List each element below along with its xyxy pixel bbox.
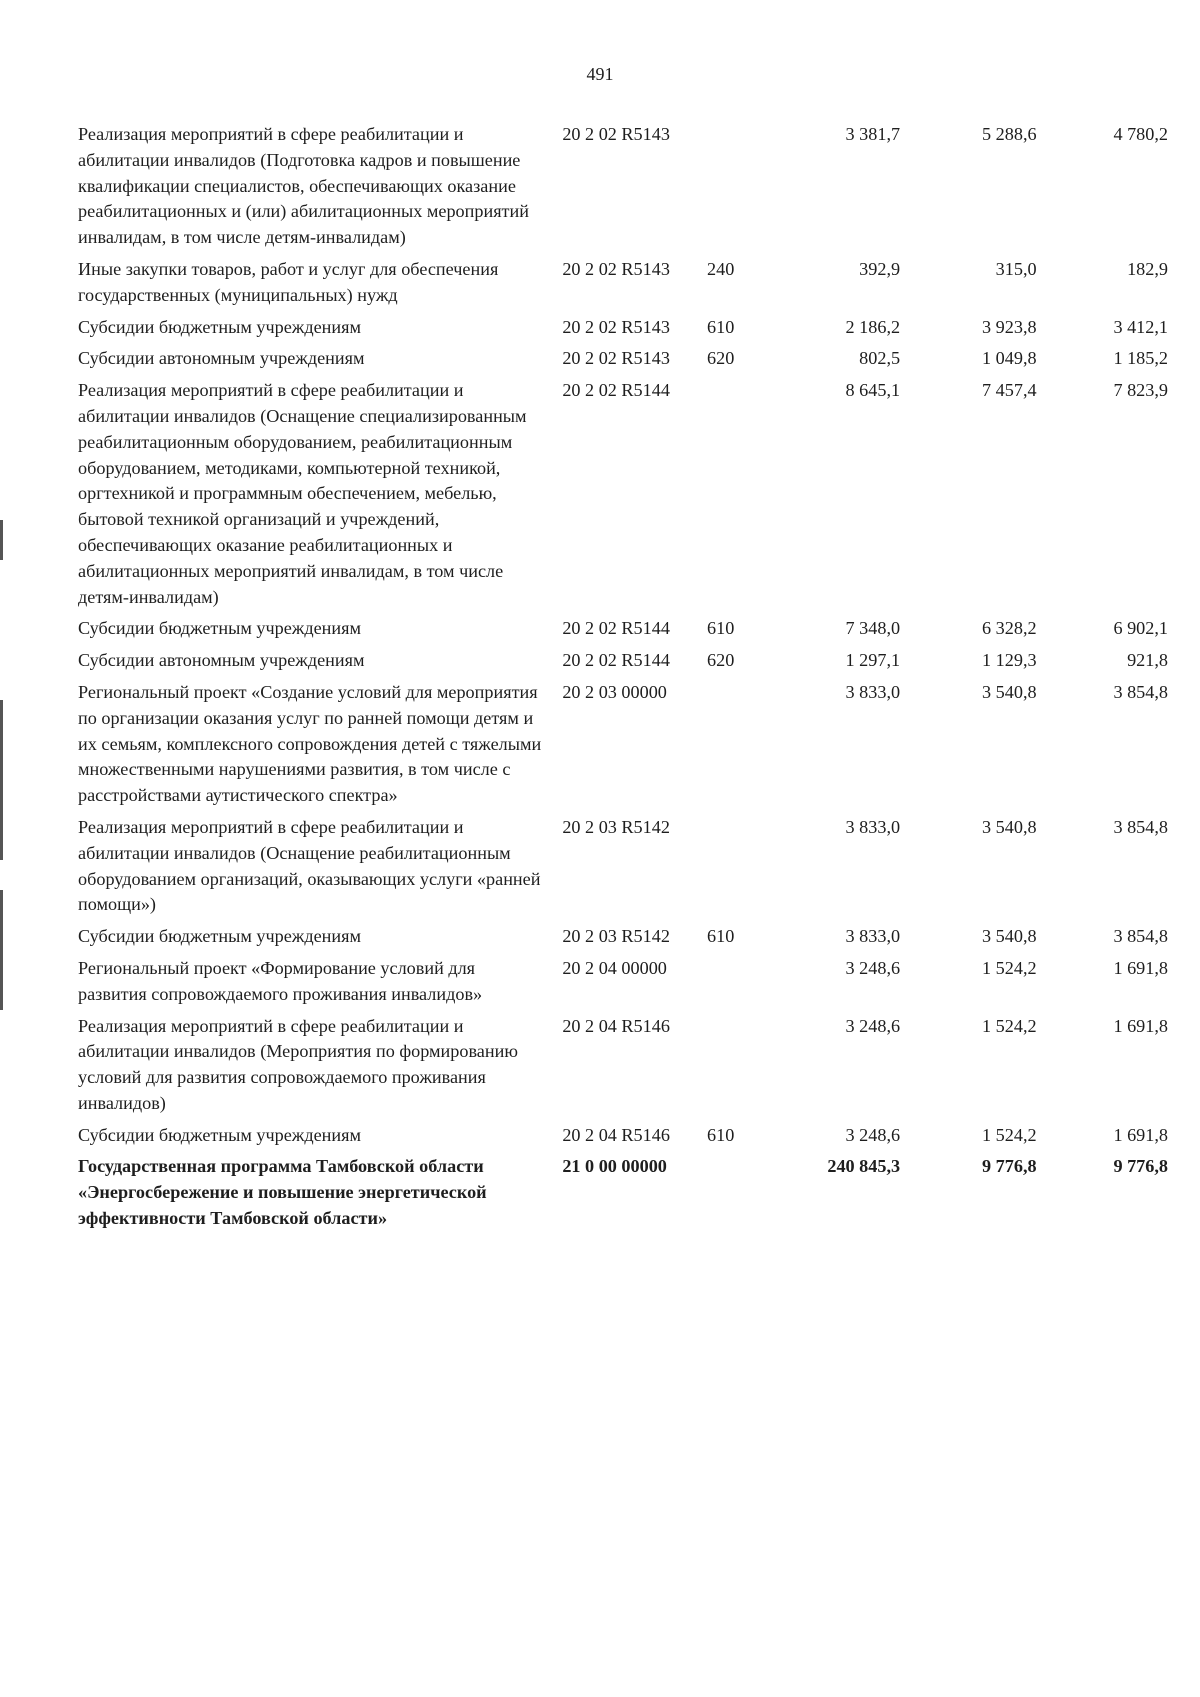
row-value-year3: 1 691,8 bbox=[1113, 1015, 1168, 1036]
budget-table bbox=[78, 122, 1168, 1238]
table-row bbox=[78, 257, 1168, 315]
row-value-year1: 1 297,1 bbox=[845, 650, 901, 671]
row-value-year3: 3 854,8 bbox=[1113, 816, 1168, 837]
row-name-cell: Региональный проект «Создание условий для мероприятия по организации оказания услуг по ранней помощи детям и их семьям, комплексного сопровождения детей с тяжелыми множественными нарушениями развития, в том числе с расстройствами аутистического спектра» bbox=[78, 681, 542, 806]
row-code-cell: 20 2 02 R5143 bbox=[562, 124, 670, 144]
row-value-year2: 3 540,8 bbox=[982, 926, 1037, 947]
table-body bbox=[78, 122, 1168, 1238]
row-value-year1: 3 833,0 bbox=[845, 681, 901, 702]
row-value-year2: 1 524,2 bbox=[982, 957, 1037, 978]
row-type-cell: 240 bbox=[707, 258, 735, 279]
row-type-cell bbox=[703, 122, 767, 257]
row-type-cell bbox=[703, 1154, 767, 1237]
row-code-cell: 20 2 04 R5146 bbox=[562, 1124, 670, 1145]
page-number: 491 bbox=[586, 64, 614, 84]
row-value-year3: 3 854,8 bbox=[1113, 926, 1168, 947]
row-value-year2: 3 540,8 bbox=[982, 816, 1037, 837]
row-value-year1: 7 348,0 bbox=[845, 618, 901, 639]
table-row bbox=[78, 1014, 1168, 1123]
table-row bbox=[78, 378, 1168, 616]
row-code-cell: 20 2 03 R5142 bbox=[562, 926, 670, 947]
row-value-year2: 1 049,8 bbox=[982, 348, 1037, 369]
scan-edge-mark bbox=[0, 520, 3, 560]
row-type-cell: 610 bbox=[707, 926, 735, 947]
row-value-year2: 6 328,2 bbox=[982, 618, 1037, 639]
row-value-year3: 3 854,8 bbox=[1113, 681, 1168, 702]
row-value-year1: 3 381,7 bbox=[845, 124, 901, 144]
row-value-year3: 1 185,2 bbox=[1113, 348, 1168, 369]
row-value-year3: 9 776,8 bbox=[1113, 1156, 1168, 1177]
row-value-year3: 4 780,2 bbox=[1113, 124, 1168, 144]
row-value-year3: 6 902,1 bbox=[1113, 618, 1168, 639]
row-value-year3: 182,9 bbox=[1127, 258, 1168, 279]
row-value-year2: 7 457,4 bbox=[982, 380, 1037, 401]
row-type-cell: 620 bbox=[707, 348, 735, 369]
row-type-cell bbox=[703, 956, 767, 1014]
row-value-year3: 1 691,8 bbox=[1113, 957, 1168, 978]
row-value-year2: 5 288,6 bbox=[982, 124, 1037, 144]
table-row bbox=[78, 956, 1168, 1014]
row-value-year3: 3 412,1 bbox=[1113, 316, 1168, 337]
table-row bbox=[78, 346, 1168, 378]
row-value-year2: 9 776,8 bbox=[982, 1156, 1037, 1177]
row-value-year1: 392,9 bbox=[859, 258, 901, 279]
row-name-cell: Государственная программа Тамбовской области «Энергосбережение и повышение энергетической эффективности Тамбовской области» bbox=[78, 1156, 487, 1229]
row-value-year2: 315,0 bbox=[995, 258, 1037, 279]
row-name-cell: Реализация мероприятий в сфере реабилитации и абилитации инвалидов (Оснащение реабилитационным оборудованием организаций, оказывающих услуги «ранней помощи») bbox=[78, 816, 541, 915]
row-name-cell: Реализация мероприятий в сфере реабилитации и абилитации инвалидов (Подготовка кадров и повышение квалификации специалистов, обеспечивающих оказание реабилитационных и (или) абилитационных мероприятий инвалидам, в том числе детям-инвалидам) bbox=[78, 124, 529, 248]
row-name-cell: Субсидии бюджетным учреждениям bbox=[78, 618, 362, 639]
row-type-cell bbox=[703, 378, 767, 616]
row-code-cell: 20 2 03 00000 bbox=[562, 681, 667, 702]
table-row bbox=[78, 616, 1168, 648]
table-row bbox=[78, 815, 1168, 924]
row-value-year2: 3 923,8 bbox=[982, 316, 1037, 337]
row-name-cell: Субсидии автономным учреждениям bbox=[78, 348, 365, 369]
table-row bbox=[78, 648, 1168, 680]
scan-edge-mark bbox=[0, 890, 3, 1010]
row-code-cell: 20 2 02 R5143 bbox=[562, 316, 670, 337]
row-value-year3: 921,8 bbox=[1127, 650, 1168, 671]
row-name-cell: Иные закупки товаров, работ и услуг для обеспечения государственных (муниципальных) нужд bbox=[78, 258, 499, 305]
row-type-cell: 610 bbox=[707, 1124, 735, 1145]
row-value-year1: 240 845,3 bbox=[827, 1156, 901, 1177]
row-code-cell: 20 2 02 R5143 bbox=[562, 258, 670, 279]
row-name-cell: Субсидии автономным учреждениям bbox=[78, 650, 365, 671]
row-value-year2: 1 129,3 bbox=[982, 650, 1037, 671]
row-value-year1: 2 186,2 bbox=[845, 316, 901, 337]
row-value-year3: 1 691,8 bbox=[1113, 1124, 1168, 1145]
row-name-cell: Региональный проект «Формирование условий для развития сопровождаемого проживания инвалидов» bbox=[78, 957, 483, 1004]
row-name-cell: Субсидии бюджетным учреждениям bbox=[78, 926, 362, 947]
table-row bbox=[78, 924, 1168, 956]
row-type-cell bbox=[703, 815, 767, 924]
row-value-year2: 1 524,2 bbox=[982, 1015, 1037, 1036]
row-type-cell bbox=[703, 680, 767, 815]
row-code-cell: 20 2 02 R5144 bbox=[562, 380, 670, 401]
row-code-cell: 20 2 02 R5144 bbox=[562, 650, 670, 671]
scan-edge-mark bbox=[0, 700, 3, 860]
row-type-cell: 610 bbox=[707, 618, 735, 639]
table-row bbox=[78, 680, 1168, 815]
row-value-year1: 3 248,6 bbox=[845, 1124, 901, 1145]
row-code-cell: 20 2 03 R5142 bbox=[562, 816, 670, 837]
row-value-year1: 8 645,1 bbox=[845, 380, 901, 401]
row-value-year1: 3 248,6 bbox=[845, 957, 901, 978]
row-code-cell: 20 2 02 R5143 bbox=[562, 348, 670, 369]
table-row bbox=[78, 122, 1168, 257]
row-name-cell: Реализация мероприятий в сфере реабилитации и абилитации инвалидов (Оснащение специализированным реабилитационным оборудованием, реабилитационным оборудованием, методиками, компьютерной техникой, оргтехникой и программным обеспечением, мебелью, бытовой техникой организаций и учреждений, обеспечивающих оказание реабилитационных и абилитационных мероприятий инвалидам, в том числе детям-инвалидам) bbox=[78, 380, 527, 607]
row-value-year1: 802,5 bbox=[859, 348, 901, 369]
row-code-cell: 20 2 04 00000 bbox=[562, 957, 667, 978]
table-row bbox=[78, 315, 1168, 347]
row-code-cell: 21 0 00 00000 bbox=[562, 1156, 667, 1177]
row-value-year3: 7 823,9 bbox=[1113, 380, 1168, 401]
row-code-cell: 20 2 04 R5146 bbox=[562, 1015, 670, 1036]
row-type-cell bbox=[703, 1014, 767, 1123]
row-value-year1: 3 248,6 bbox=[845, 1015, 901, 1036]
row-name-cell: Субсидии бюджетным учреждениям bbox=[78, 316, 362, 337]
row-value-year1: 3 833,0 bbox=[845, 816, 901, 837]
table-row bbox=[78, 1154, 1168, 1237]
row-value-year1: 3 833,0 bbox=[845, 926, 901, 947]
row-value-year2: 3 540,8 bbox=[982, 681, 1037, 702]
row-type-cell: 620 bbox=[707, 650, 735, 671]
row-name-cell: Реализация мероприятий в сфере реабилитации и абилитации инвалидов (Мероприятия по формированию условий для развития сопровождаемого проживания инвалидов) bbox=[78, 1015, 518, 1113]
row-name-cell: Субсидии бюджетным учреждениям bbox=[78, 1124, 362, 1145]
row-type-cell: 610 bbox=[707, 316, 735, 337]
table-row bbox=[78, 1123, 1168, 1155]
row-value-year2: 1 524,2 bbox=[982, 1124, 1037, 1145]
row-code-cell: 20 2 02 R5144 bbox=[562, 618, 670, 639]
